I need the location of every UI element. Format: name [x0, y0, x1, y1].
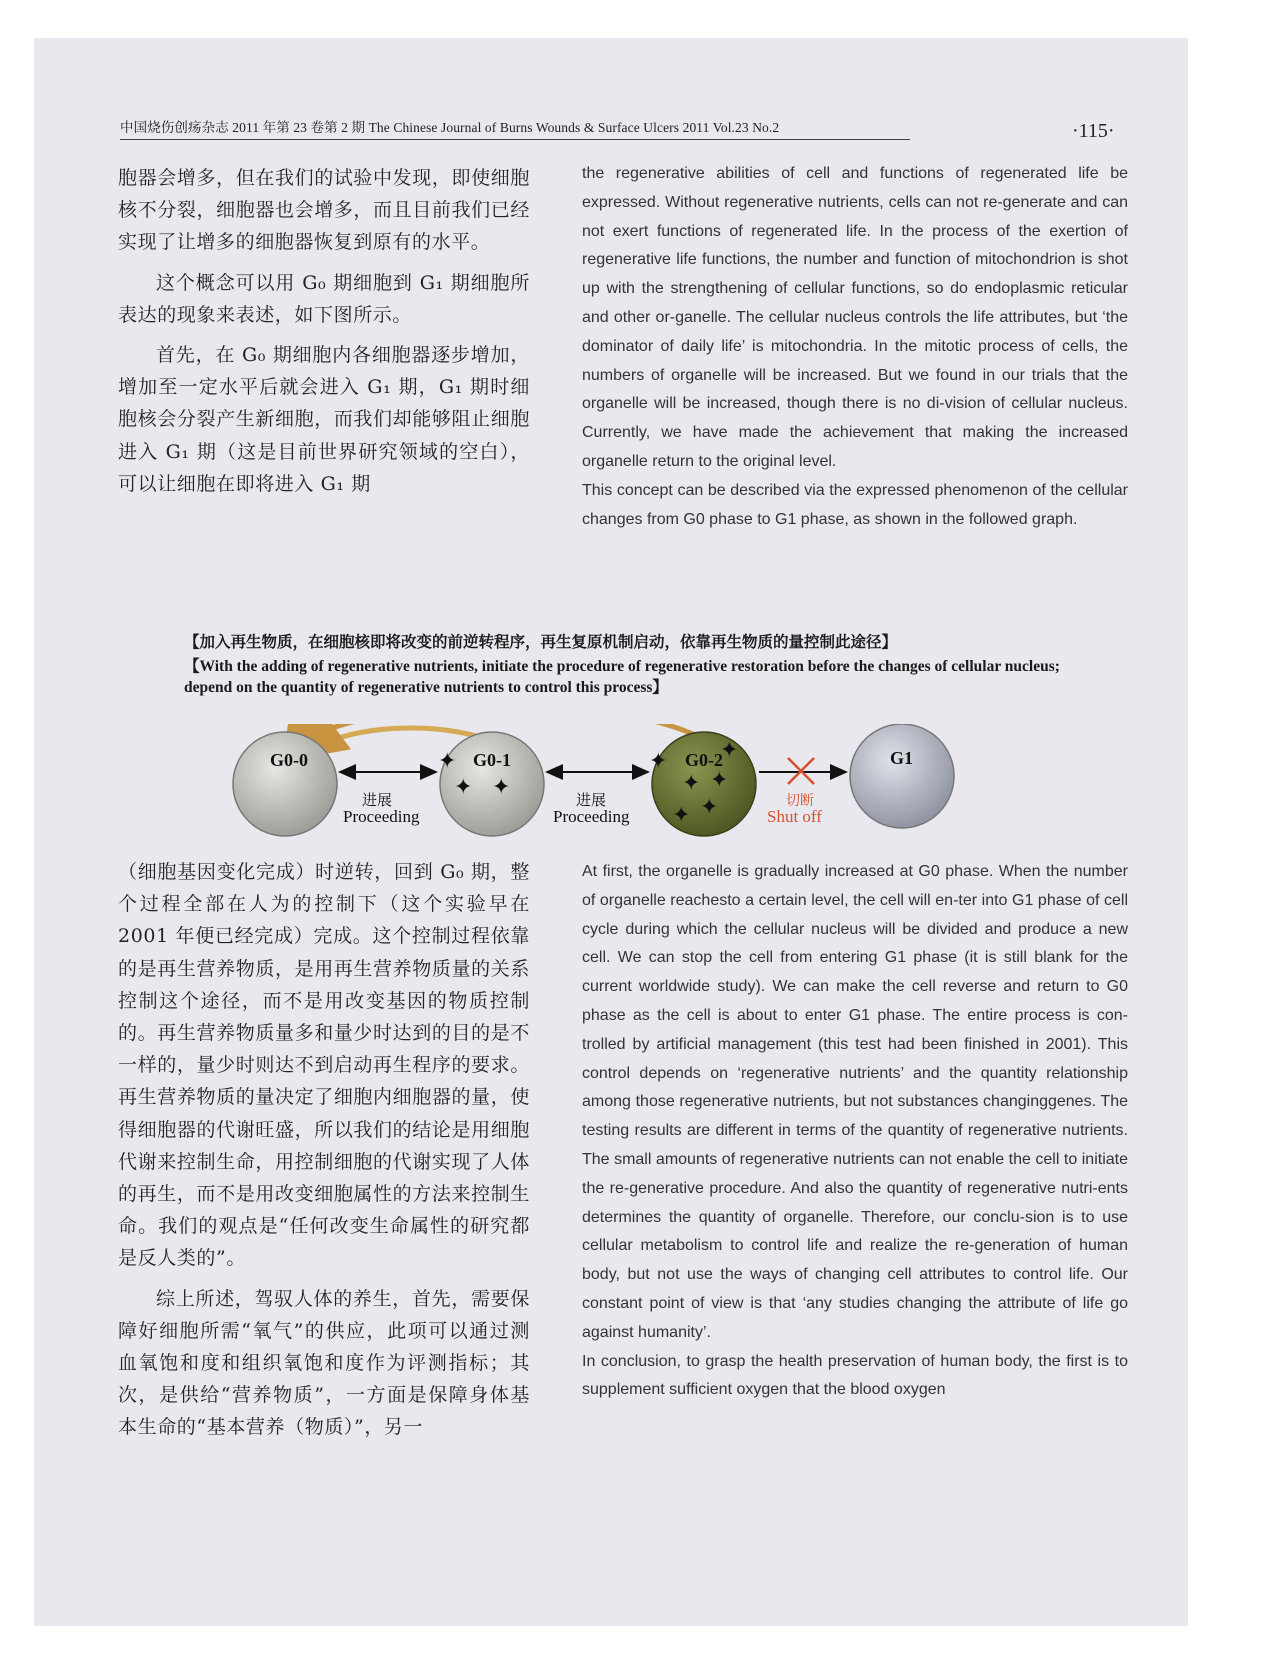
- organelle-star-icon: ✦: [438, 749, 457, 774]
- cell-g0-0-label: G0-0: [270, 750, 308, 770]
- en-paragraph: In conclusion, to grasp the health preservation of human body, the first is to supplement sufficient oxygen that the blood oxygen: [582, 1352, 1128, 1399]
- proceeding-label-en: Proceeding: [553, 807, 630, 826]
- cell-g0-2: [649, 732, 756, 836]
- chinese-column-top: [118, 162, 530, 508]
- organelle-star-icon: ✦: [710, 768, 729, 793]
- cn-paragraph: 首先，在 G₀ 期细胞内各细胞器逐步增加，增加至一定水平后就会进入 G₁ 期，G₁ 期时细胞核会分裂产生新细胞，而我们却能够阻止细胞进入 G₁ 期（这是目前世界研究领域的空白），可以让细胞在即将进入 G₁ 期: [118, 344, 530, 495]
- shut-off-label-cn: 切断: [786, 793, 814, 809]
- cn-paragraph: 胞器会增多，但在我们的试验中发现，即使细胞核不分裂，细胞器也会增多，而且目前我们已经实现了让增多的细胞器恢复到原有的水平。: [118, 167, 530, 254]
- english-column-bottom: [582, 858, 1128, 1405]
- organelle-star-icon: ✦: [700, 795, 719, 820]
- cell-g0-1-label: G0-1: [473, 750, 511, 770]
- cell-g0-0: [233, 732, 337, 836]
- organelle-star-icon: ✦: [649, 749, 668, 774]
- figure-caption-en: 【With the adding of regenerative nutrients, initiate the procedure of regenerative restoration before the changes of cellular nucleus; depend on the quantity of regenerative nutrients to control this process】: [184, 658, 1060, 696]
- proceeding-label-cn: 进展: [576, 791, 607, 809]
- figure-caption-cn: 【加入再生物质，在细胞核即将改变的前逆转程序，再生复原机制启动，依靠再生物质的量控制此途径】: [184, 634, 898, 651]
- en-paragraph: At first, the organelle is gradually increased at G0 phase. When the number of organelle reachesto a certain level, the cell will en-ter into G1 phase of cell cycle during which the cellular nucleus will be divided and produce a new cell. We can stop the cell from entering G1 phase (it is still blank for the current worldwide study). We can make the cell reverse and return to G0 phase as the cell is about to enter G1 phase. The entire process is con-trolled by artificial management (this test had been finished in 2001). This control depends on ‘regenerative nutrients’ and the quantity relationship among those regenerative nutrients, but not substances changinggenes. The testing results are different in terms of the quantity of regenerative nutrients. The small amounts of regenerative nutrients can not enable the cell to initiate the re-generative procedure. And also the quantity of regenerative nutri-ents determines the quantity of organelle. Therefore, our conclu-sion is to use cellular metabolism to control life and realize the re-generation of human body, but not use the ways of changing cell attributes to control life. Our constant point of view is that ‘any studies changing the attribute of life go against humanity’.: [582, 863, 1128, 1341]
- cell-g1: [850, 724, 954, 828]
- running-head: 中国烧伤创疡杂志 2011 年第 23 卷第 2 期 The Chinese Journal of Burns Wounds & Surface Ulcers 2011 Vol.23 No.2: [120, 116, 910, 140]
- organelle-star-icon: ✦: [720, 738, 739, 763]
- en-paragraph: the regenerative abilities of cell and functions of regenerated life be expressed. Without regenerative nutrients, cells can not re-generate and can not exert functions of regenerated life. In the process of the exertion of regenerative life functions, the number and function of mitochondrion is shot up with the strengthening of cellular functions, so do endoplasmic reticular and other or-ganelle. The cellular nucleus controls the life attributes, but ‘the dominator of daily life’ is mitochondria. In the mitotic process of cells, the numbers of organelle will be increased. But we found in our trials that the organelle will be increased, though there is no di-vision of cellular nucleus. Currently, we have made the achievement that making the increased organelle return to the original level.: [582, 165, 1128, 470]
- cell-g0-1: [438, 732, 544, 836]
- cn-paragraph: 这个概念可以用 G₀ 期细胞到 G₁ 期细胞所表达的现象来表述，如下图所示。: [118, 271, 530, 326]
- cell-g0-2-label: G0-2: [685, 750, 723, 770]
- chinese-column-bottom: [118, 856, 530, 1452]
- organelle-star-icon: ✦: [682, 771, 701, 796]
- cn-paragraph: （细胞基因变化完成）时逆转，回到 G₀ 期，整个过程全部在人为的控制下（这个实验早在 2001 年便已经完成）完成。这个控制过程依靠的是再生营养物质，是用再生营养物质量的关系控制这个途径，而不是用改变基因的物质控制的。再生营养物质量多和量少时达到的目的是不一样的，量少时则达不到启动再生程序的要求。再生营养物质的量决定了细胞内细胞器的量，使得细胞器的代谢旺盛，所以我们的结论是用细胞代谢来控制生命，用控制细胞的代谢实现了人体的再生，而不是用改变细胞属性的方法来控制生命。我们的观点是“任何改变生命属性的研究都是反人类的”。: [118, 861, 530, 1270]
- cn-paragraph: 综上所述，驾驭人体的养生，首先，需要保障好细胞所需“氧气”的供应，此项可以通过测血氧饱和度和组织氧饱和度作为评测指标；其次，是供给“营养物质”，一方面是保障身体基本生命的“基本营养（物质）”，另一: [118, 1287, 530, 1439]
- shut-off-label-en: Shut off: [767, 807, 822, 826]
- cell-g1-label: G1: [890, 748, 914, 768]
- organelle-star-icon: ✦: [492, 775, 511, 800]
- page-number: ·115·: [1072, 120, 1115, 142]
- english-column-top: [582, 160, 1128, 534]
- organelle-star-icon: ✦: [672, 803, 691, 828]
- organelle-star-icon: ✦: [454, 775, 473, 800]
- proceeding-label-en: Proceeding: [343, 807, 420, 826]
- en-paragraph: This concept can be described via the expressed phenomenon of the cellular changes from G0 phase to G1 phase, as shown in the followed graph.: [582, 481, 1128, 528]
- proceeding-label-cn: 进展: [362, 791, 393, 809]
